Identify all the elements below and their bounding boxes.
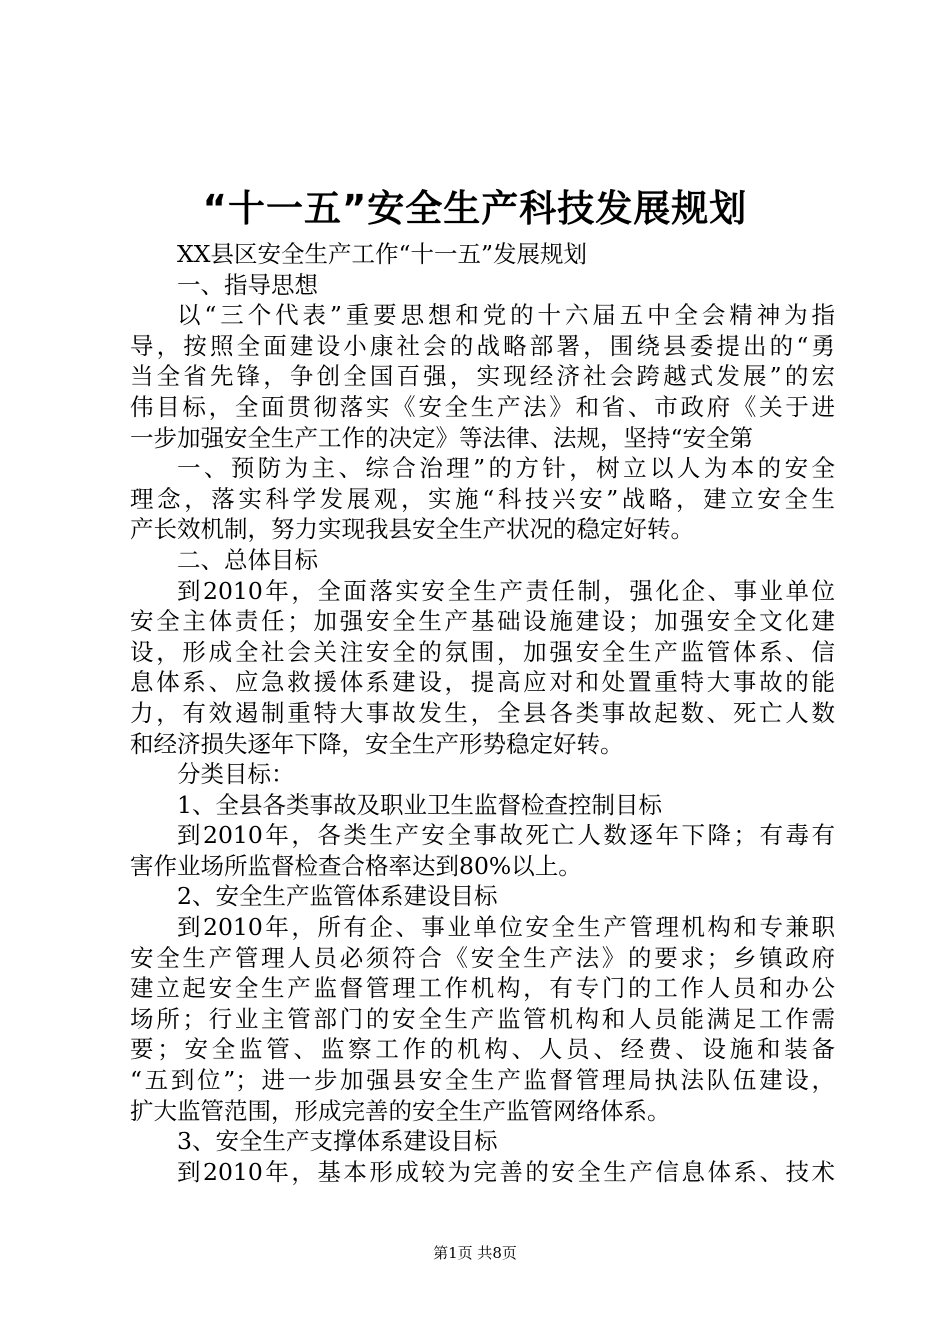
text-line: 产长效机制，努力实现我县安全生产状况的稳定好转。: [130, 515, 694, 544]
text-line: 二、总体目标: [177, 545, 318, 574]
text-line: 和经济损失逐年下降，安全生产形势稳定好转。: [130, 729, 624, 758]
text-line: 伟目标，全面贯彻落实《安全生产法》和省、市政府《关于进: [130, 392, 835, 421]
text-line: 导，按照全面建设小康社会的战略部署，围绕县委提出的“勇: [130, 331, 835, 360]
text-line: 场所；行业主管部门的安全生产监管机构和人员能满足工作需: [130, 1004, 835, 1033]
text-line: 理念，落实科学发展观，实施“科技兴安”战略，建立安全生: [130, 484, 835, 513]
text-line: 以“三个代表”重要思想和党的十六届五中全会精神为指: [177, 301, 835, 330]
text-line: 1、全县各类事故及职业卫生监督检查控制目标: [177, 790, 662, 819]
text-line: 建立起安全生产监督管理工作机构，有专门的工作人员和办公: [130, 974, 835, 1003]
document-body: [130, 239, 835, 1187]
text-line: 一、指导思想: [177, 270, 318, 299]
text-line: 3、安全生产支撑体系建设目标: [177, 1127, 498, 1156]
text-line: 一步加强安全生产工作的决定》等法律、法规，坚持“安全第: [130, 423, 754, 452]
text-line: 分类目标：: [177, 760, 295, 789]
text-line: 一、预防为主、综合治理”的方针，树立以人为本的安全: [177, 454, 835, 483]
text-line: 要；安全监管、监察工作的机构、人员、经费、设施和装备: [130, 1035, 835, 1064]
text-line: 设，形成全社会关注安全的氛围，加强安全生产监管体系、信: [130, 637, 835, 666]
text-line: 到2010年，基本形成较为完善的安全生产信息体系、技术: [177, 1157, 835, 1186]
text-line: 力，有效遏制重特大事故发生，全县各类事故起数、死亡人数: [130, 698, 835, 727]
text-line: 2、安全生产监管体系建设目标: [177, 882, 498, 911]
text-line: 安全生产管理人员必须符合《安全生产法》的要求；乡镇政府: [130, 943, 835, 972]
text-line: 到2010年，各类生产安全事故死亡人数逐年下降；有毒有: [177, 821, 835, 850]
document-title: “十一五”安全生产科技发展规划: [202, 187, 748, 230]
text-line: 到2010年，所有企、事业单位安全生产管理机构和专兼职: [177, 913, 835, 942]
text-line: 扩大监管范围，形成完善的安全生产监管网络体系。: [130, 1096, 671, 1125]
text-line: XX县区安全生产工作“十一五”发展规划: [177, 240, 587, 268]
text-line: 到2010年，全面落实安全生产责任制，强化企、事业单位: [177, 576, 835, 605]
text-line: 当全省先锋，争创全国百强，实现经济社会跨越式发展”的宏: [130, 362, 835, 391]
text-line: 害作业场所监督检查合格率达到80%以上。: [130, 851, 582, 880]
page-footer: 第1页 共8页: [433, 1244, 517, 1262]
text-line: 安全主体责任；加强安全生产基础设施建设；加强安全文化建: [130, 607, 835, 636]
text-line: 息体系、应急救援体系建设，提高应对和处置重特大事故的能: [130, 668, 835, 697]
text-line: “五到位”；进一步加强县安全生产监督管理局执法队伍建设，: [130, 1066, 835, 1095]
